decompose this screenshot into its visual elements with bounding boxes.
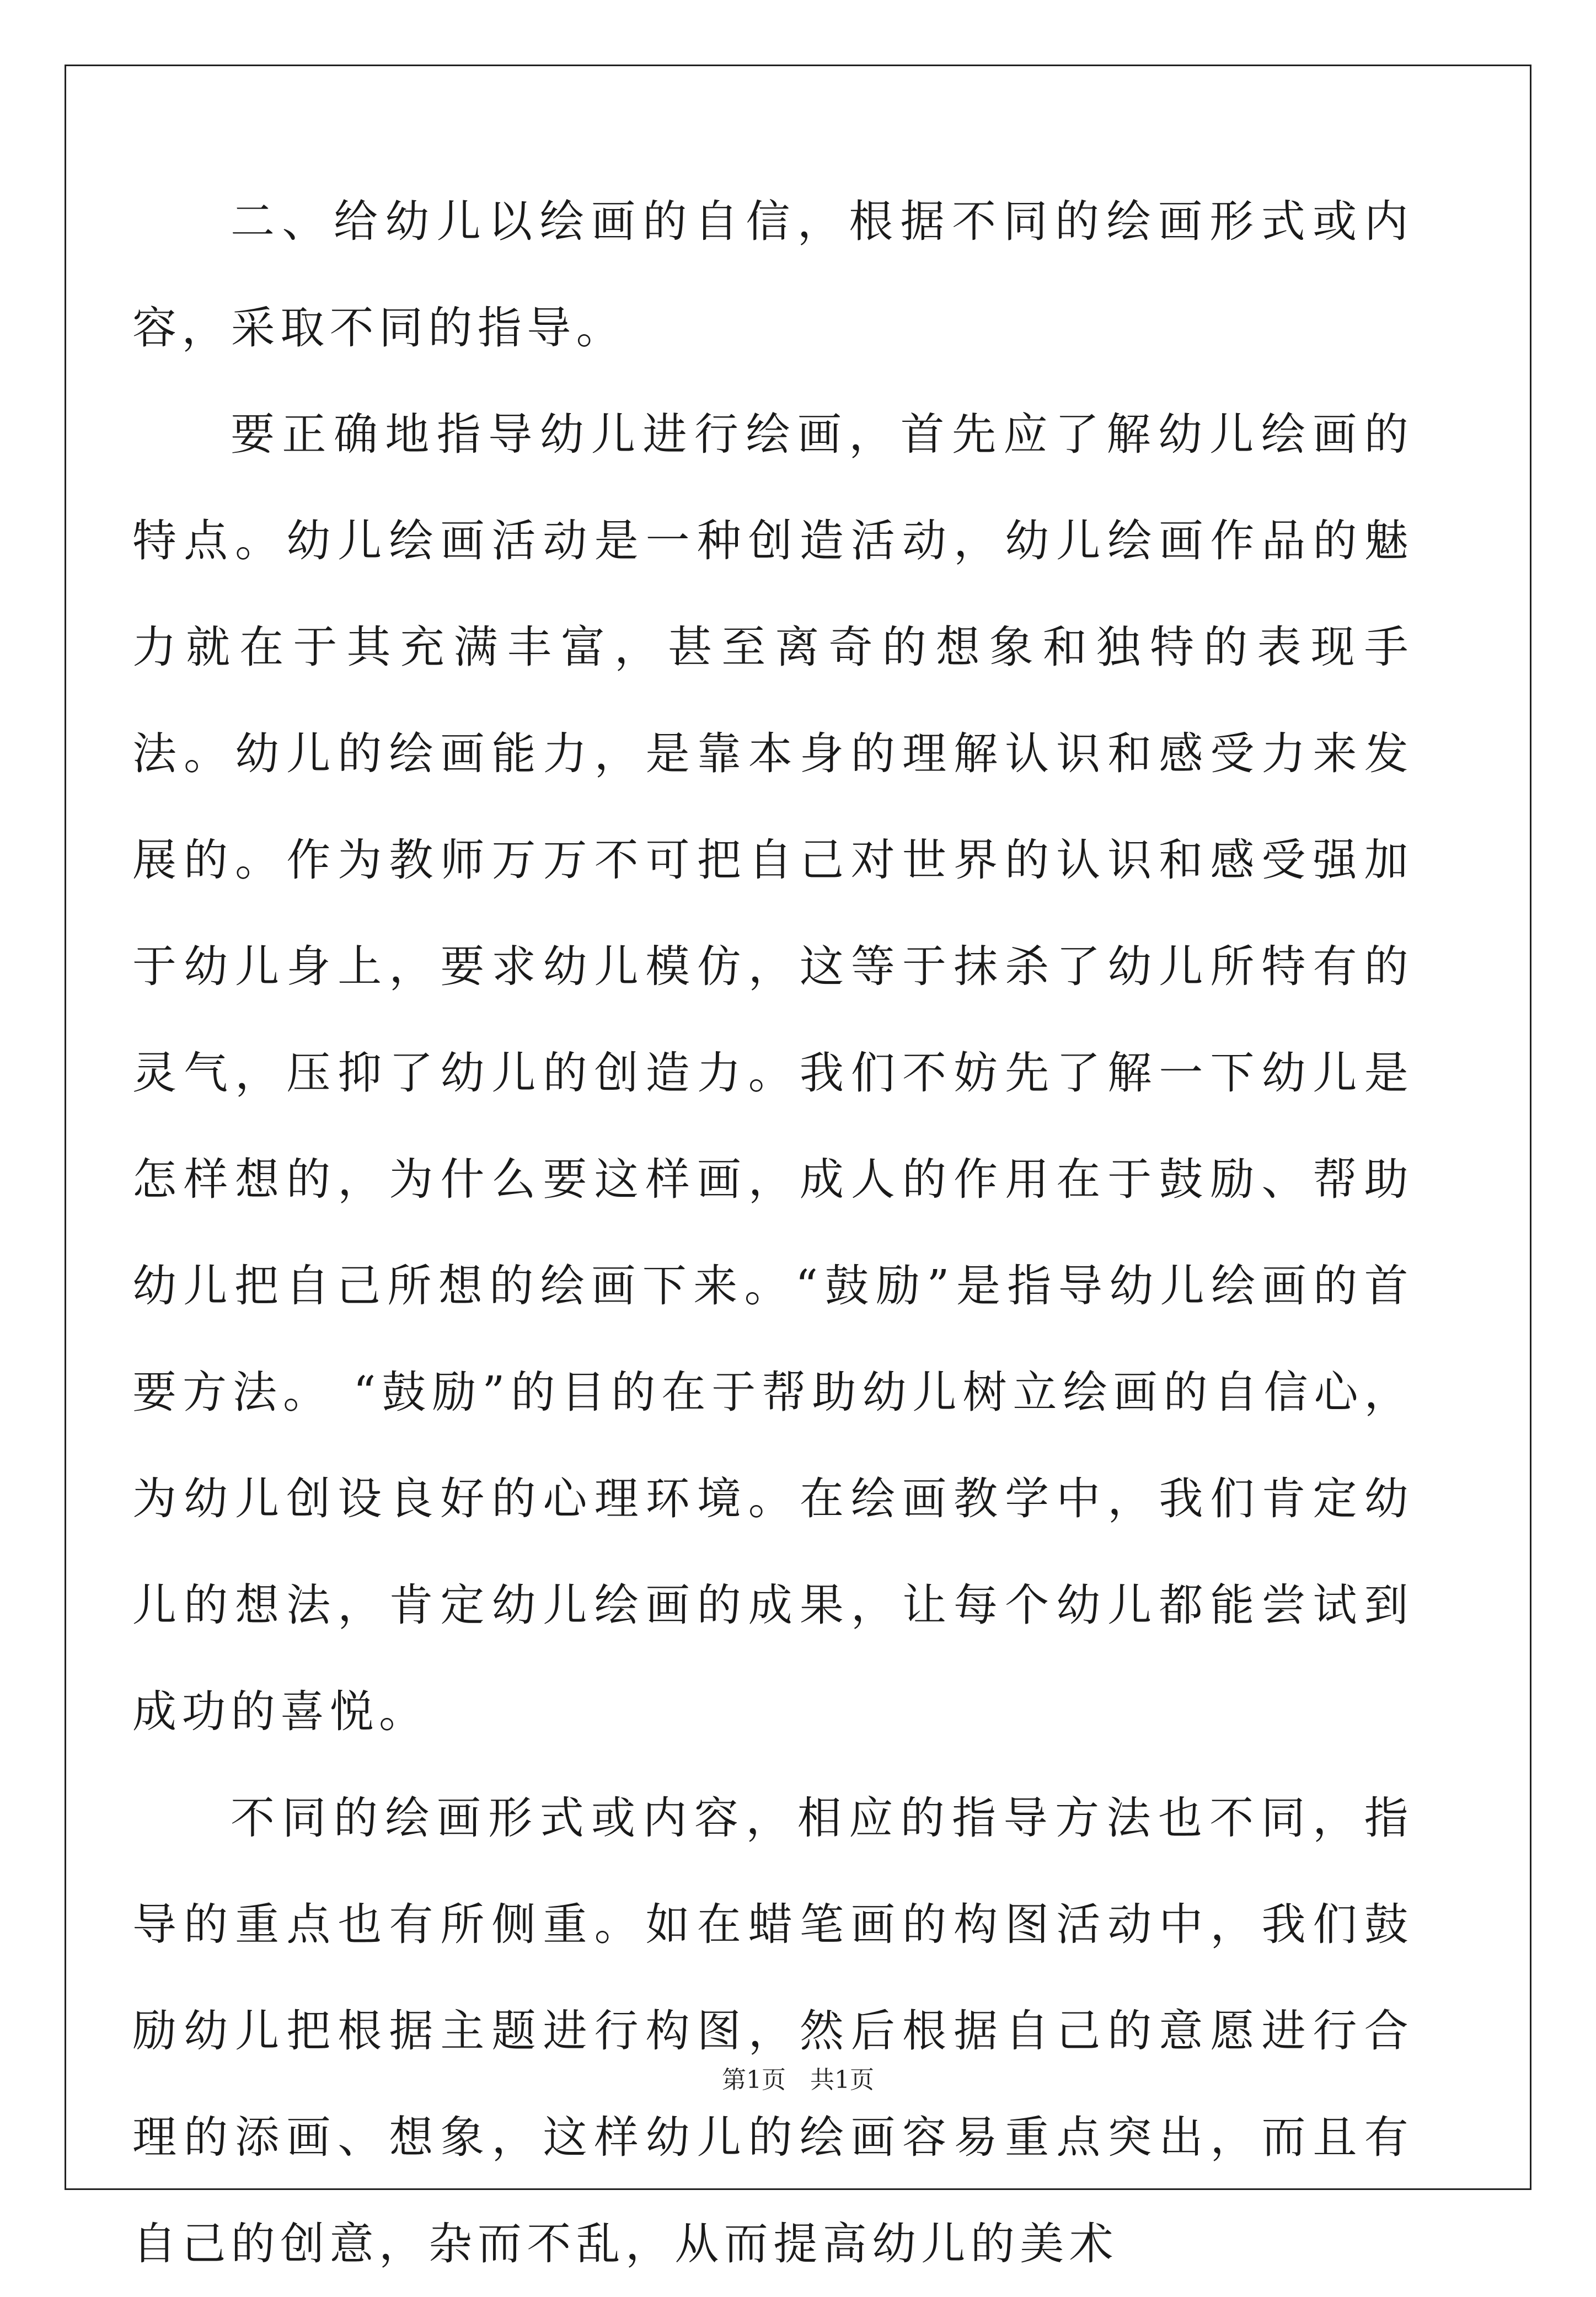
page-footer: 第1页 共1页 xyxy=(722,2066,874,2094)
document-body xyxy=(132,168,1413,2297)
paragraph-1: 二、给幼儿以绘画的自信，根据不同的绘画形式或内容，采取不同的指导。 xyxy=(132,196,1413,354)
paragraph-2: 要正确地指导幼儿进行绘画，首先应了解幼儿绘画的特点。幼儿绘画活动是一种创造活动，幼儿绘画作品的魅力就在于其充满丰富，甚至离奇的想象和独特的表现手法。幼儿的绘画能力，是靠本身的理解认识和感受力来发展的。作为教师万万不可把自己对世界的认识和感受强加于幼儿身上，要求幼儿模仿，这等于抹杀了幼儿所特有的灵气，压抑了幼儿的创造力。我们不妨先了解一下幼儿是怎样想的，为什么要这样画，成人的作用在于鼓励、帮助幼儿把自己所想的绘画下来。“鼓励”是指导幼儿绘画的首要方法。 “鼓励”的目的在于帮助幼儿树立绘画的自信心，为幼儿创设良好的心理环境。在绘画教学中，我们肯定幼儿的想法，肯定幼儿绘画的成果，让每个幼儿都能尝试到成功的喜悦。 xyxy=(132,409,1413,1737)
paragraph-3: 不同的绘画形式或内容，相应的指导方法也不同，指导的重点也有所侧重。如在蜡笔画的构图活动中，我们鼓励幼儿把根据主题进行构图，然后根据自己的意愿进行合理的添画、想象，这样幼儿的绘画容易重点突出，而且有自己的创意，杂而不乱，从而提高幼儿的美术 xyxy=(132,1792,1413,2269)
